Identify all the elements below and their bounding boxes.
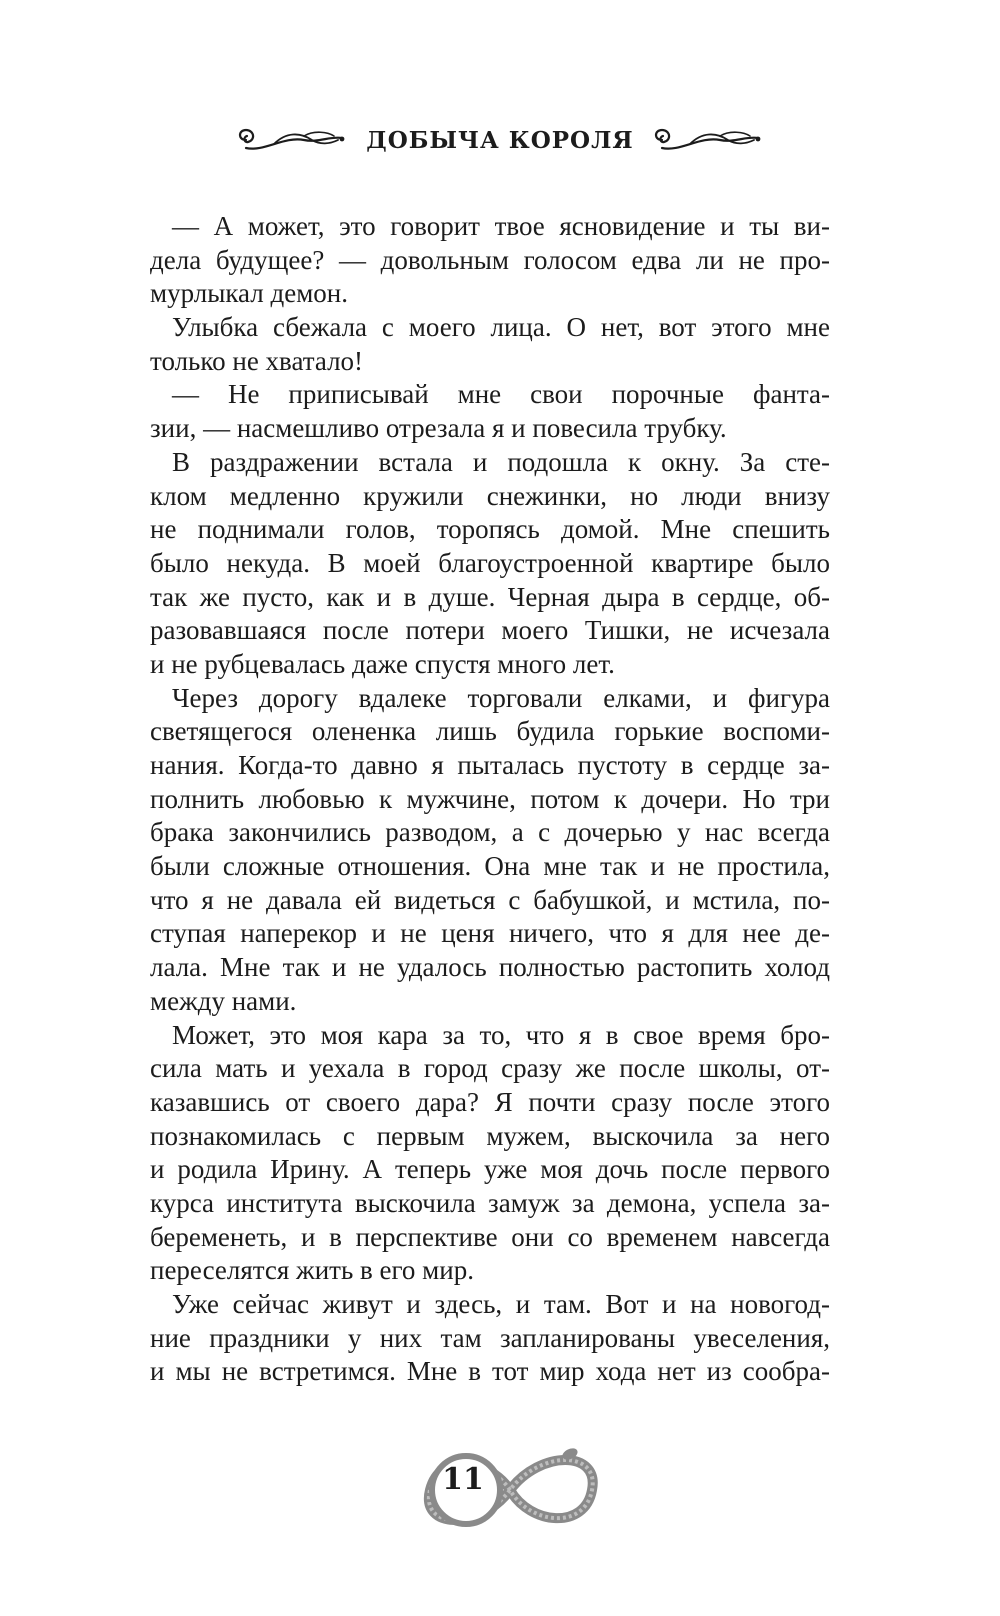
right-swirl-ornament-icon	[650, 122, 766, 158]
text-line: сила мать и уехала в город сразу же после школы, от-	[150, 1053, 830, 1084]
text-line: и родила Ирину. А теперь уже моя дочь после первого	[150, 1154, 830, 1185]
running-header	[0, 122, 1000, 158]
paragraph	[150, 210, 830, 311]
paragraph	[150, 682, 830, 1019]
text-line: только не хватало!	[150, 345, 364, 376]
text-line: ступая наперекор и не ценя ничего, что я для нее де-	[150, 918, 830, 949]
text-line: не поднимали голов, торопясь домой. Мне спешить	[150, 514, 830, 545]
text-line: мурлыкал демон.	[150, 278, 349, 309]
text-line: разовавшаяся после потери моего Тишки, не исчезала	[150, 615, 830, 646]
text-line: дела будущее? — довольным голосом едва ли не про-	[150, 244, 830, 275]
book-title: ДОБЫЧА КОРОЛЯ	[366, 126, 634, 154]
left-swirl-ornament-icon	[234, 122, 350, 158]
text-line: клом медленно кружили снежинки, но люди внизу	[150, 480, 830, 511]
text-line: нания. Когда-то давно я пыталась пустоту в сердце за-	[150, 750, 830, 780]
text-line: и мы не встретимся. Мне в тот мир хода нет из сообра-	[150, 1356, 830, 1387]
text-line: Уже сейчас живут и здесь, и там. Вот и на новогод-	[172, 1289, 830, 1319]
paragraph	[150, 378, 830, 445]
text-line: брака закончились разводом, а с дочерью у нас всегда	[150, 817, 830, 848]
text-line: лала. Мне так и не удалось полностью растопить холод	[150, 952, 830, 983]
paragraph	[150, 311, 830, 378]
text-line: так же пусто, как и в душе. Черная дыра в сердце, об-	[150, 581, 830, 612]
paragraph	[150, 1019, 830, 1289]
text-line: что я не давала ей видеться с бабушкой, и мстила, по-	[150, 884, 830, 915]
text-line: светящегося олененка лишь будила горькие воспоми-	[150, 716, 830, 747]
text-line: зии, — насмешливо отрезала я и повесила трубку.	[150, 413, 727, 444]
text-line: В раздражении встала и подошла к окну. За сте-	[172, 446, 830, 477]
paragraph	[150, 446, 830, 682]
text-line: и не рубцевалась даже спустя много лет.	[150, 648, 615, 679]
body-text	[150, 210, 830, 1389]
text-line: Улыбка сбежала с моего лица. О нет, вот этого мне	[172, 312, 830, 343]
text-line: переселятся жить в его мир.	[150, 1255, 474, 1286]
page-footer	[0, 1440, 1000, 1540]
text-line: курса института выскочила замуж за демона, успела за-	[150, 1187, 830, 1218]
text-line: Может, это моя кара за то, что я в свое время бро-	[172, 1019, 830, 1050]
text-line: Через дорогу вдалеке торговали елками, и фигура	[172, 682, 830, 713]
text-line: — Не приписывай мне свои порочные фанта-	[172, 379, 830, 410]
text-line: казавшись от своего дара? Я почти сразу после этого	[150, 1086, 830, 1117]
text-line: были сложные отношения. Она мне так и не простила,	[150, 851, 830, 882]
text-line: беременеть, и в перспективе они со временем навсегда	[150, 1221, 830, 1252]
text-line: познакомилась с первым мужем, выскочила за него	[150, 1120, 830, 1151]
text-line: между нами.	[150, 985, 297, 1016]
text-line: ние праздники у них там запланированы увеселения,	[150, 1322, 830, 1353]
text-line: было некуда. В моей благоустроенной квартире было	[150, 547, 830, 578]
paragraph	[150, 1288, 830, 1389]
page-number: 11	[442, 1462, 484, 1497]
text-line: — А может, это говорит твое ясновидение и ты ви-	[172, 211, 830, 241]
text-line: полнить любовью к мужчине, потом к дочери. Но три	[150, 783, 830, 814]
